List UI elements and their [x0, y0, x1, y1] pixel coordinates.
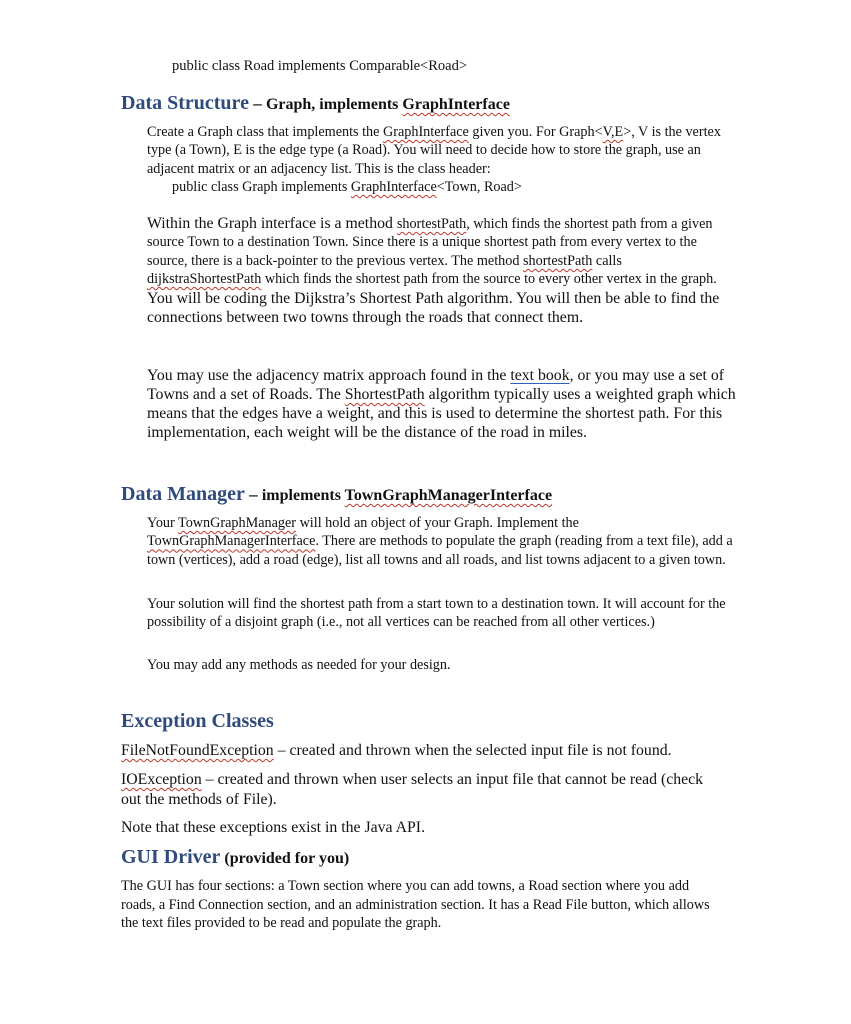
heading-title: Exception Classes: [121, 710, 274, 732]
heading-exception-classes: [121, 710, 274, 733]
heading-data-manager: [121, 483, 552, 506]
text: calls: [592, 252, 622, 269]
text: <Town, Road>: [436, 179, 522, 196]
paragraph-graph-class: [147, 123, 737, 197]
interface-name: GraphInterface: [350, 179, 437, 196]
heading-title: Data Structure: [121, 92, 249, 114]
road-class-header: public class Road implements Comparable<Road>: [172, 58, 468, 74]
paragraph-town-graph-manager: [147, 514, 737, 569]
method-name: shortestPath: [522, 252, 593, 269]
class-name: TownGraphManager: [178, 515, 297, 531]
paragraph-solution: Your solution will find the shortest path from a start town to a destination town. It will account for the possibility of a disjoint graph (i.e., not all vertices can be reached from all other vertices.): [147, 596, 726, 631]
heading-title: Data Manager: [121, 483, 245, 505]
text: You may use the adjacency matrix approach found in the: [147, 367, 511, 384]
text: public class Graph implements: [172, 179, 351, 196]
heading-gui-driver: [121, 846, 349, 869]
interface-name: TownGraphManagerInterface: [147, 533, 316, 550]
text-book-link[interactable]: text book: [510, 367, 570, 384]
paragraph-add-methods: You may add any methods as needed for your design.: [147, 657, 451, 673]
paragraph-adjacency: [147, 366, 737, 442]
heading-dash: –: [244, 485, 262, 504]
text: which finds the shortest path from the source to every other vertex in the graph.: [261, 271, 717, 288]
text: , which finds the shortest path from a given source Town to a destination Town. Since there is a unique shortest path from every vertex to the source, there is a back-pointer to the previous vertex. The method: [147, 216, 713, 269]
heading-interface-name: TownGraphManagerInterface: [344, 487, 553, 504]
heading-interface-name: GraphInterface: [402, 96, 510, 113]
heading-subtitle: (provided for you): [220, 850, 350, 867]
method-name: dijkstraShortestPath: [147, 271, 262, 288]
text: will hold an object of your Graph. Implement the: [296, 515, 579, 531]
text: algorithm typically uses a weighted graph which means that the edges have a weight, and this is used to determine the shortest path. For this implementation, each weight will be the distance of the road in miles.: [147, 386, 736, 441]
type-params: V,E: [602, 124, 624, 140]
text: Create a Graph class that implements the: [147, 124, 383, 140]
text: Your: [147, 515, 179, 531]
text: , or you may use a set of Towns and a set of Roads. The: [147, 367, 725, 403]
text: – created and thrown when user selects an input file that cannot be read (check out the methods of File).: [121, 771, 704, 808]
heading-data-structure: [121, 92, 510, 115]
exception-file-not-found: [121, 741, 741, 761]
text: You will be coding the Dijkstra’s Shortest Path algorithm. You will then be able to find the connections between two towns through the roads that connect them.: [147, 289, 720, 327]
text: Within the Graph interface is a method: [147, 215, 397, 232]
exception-name: FileNotFoundException: [121, 742, 274, 759]
heading-title: GUI Driver: [121, 846, 221, 868]
graph-class-header: [147, 178, 737, 196]
exception-name: IOException: [121, 771, 202, 788]
method-name: ShortestPath: [344, 386, 425, 403]
method-name: shortestPath: [396, 216, 467, 232]
text: – created and thrown when the selected input file is not found.: [273, 742, 672, 759]
paragraph-shortest-path: [147, 215, 737, 327]
text: given you. For Graph<: [468, 124, 603, 140]
text: . There are methods to populate the graph (reading from a text file), add a town (vertices), add a road (edge), list all towns and all roads, and list towns adjacent to a given town.: [147, 533, 733, 568]
heading-dash: –: [248, 94, 266, 113]
exceptions-note: Note that these exceptions exist in the Java API.: [121, 819, 426, 836]
heading-subtitle: implements: [261, 487, 345, 504]
interface-name: GraphInterface: [383, 124, 469, 140]
heading-subtitle: Graph, implements: [265, 96, 403, 113]
paragraph-gui: The GUI has four sections: a Town section where you can add towns, a Road section where you add roads, a Find Connection section, and an administration section. It has a Read File button, which allows the text files provided to be read and populate the graph.: [121, 878, 710, 932]
text: >, V is the vertex type (a Town), E is the edge type (a Road). You will need to decide how to store the graph, use an adjacent matrix or an adjacency list. This is the class header:: [147, 124, 721, 177]
exception-io: [121, 770, 721, 810]
